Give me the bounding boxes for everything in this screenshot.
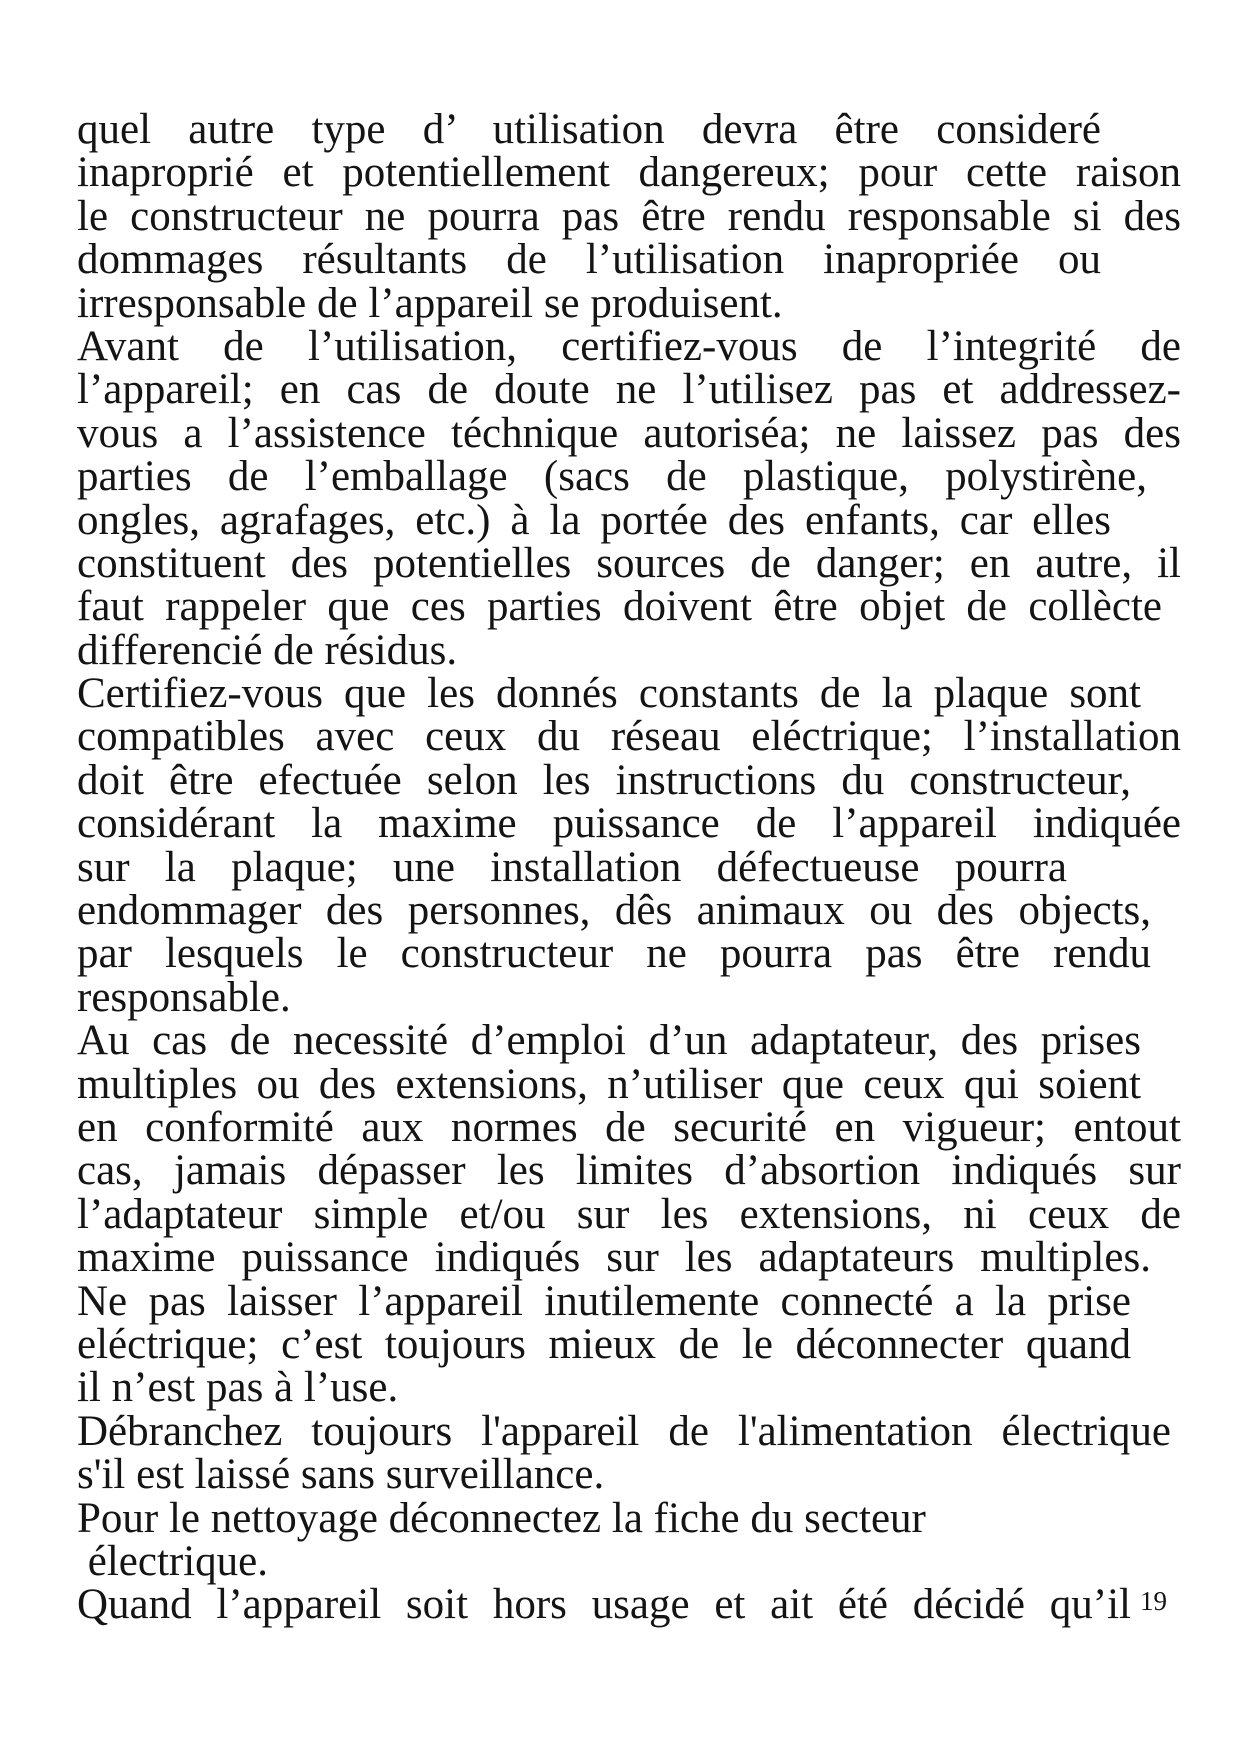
text-line: le constructeur ne pourra pas être rendu responsable si des [77, 192, 1181, 240]
text-line: responsable. [77, 973, 291, 1021]
page-number: 19 [1140, 1586, 1167, 1616]
text-line: eléctrique; c’est toujours mieux de le déconnecter quand [77, 1320, 1131, 1368]
text-line: par lesquels le constructeur ne pourra pas être rendu [77, 930, 1151, 978]
text-line: sur la plaque; une installation défectueuse pourra [77, 843, 1067, 891]
text-line: maxime puissance indiqués sur les adaptateurs multiples. [77, 1234, 1151, 1282]
text-line: endommager des personnes, dês animaux ou des objects, [77, 887, 1151, 935]
text-line: differencié de résidus. [77, 626, 458, 674]
text-line: compatibles avec ceux du réseau eléctrique; l’installation [77, 713, 1181, 761]
text-line: dommages résultants de l’utilisation inapropriée ou [77, 236, 1101, 284]
text-line: ongles, agrafages, etc.) à la portée des enfants, car elles [77, 496, 1111, 544]
text-line: faut rappeler que ces parties doivent être objet de collècte [77, 583, 1162, 631]
text-line: l’adaptateur simple et/ou sur les extensions, ni ceux de [77, 1190, 1181, 1238]
text-line: parties de l’emballage (sacs de plastique, polystirène, [77, 453, 1147, 501]
text-line: constituent des potentielles sources de danger; en autre, il [77, 539, 1181, 587]
body-text [77, 108, 1181, 1627]
text-line: Débranchez toujours l'appareil de l'alimentation électrique [77, 1407, 1171, 1455]
text-line: Avant de l’utilisation, certifiez-vous de l’integrité de [77, 322, 1181, 370]
text-line: irresponsable de l’appareil se produisent. [77, 279, 783, 327]
text-line: il n’est pas à l’use. [77, 1364, 399, 1412]
text-line: Au cas de necessité d’emploi d’un adaptateur, des prises [77, 1017, 1141, 1065]
text-line: quel autre type d’ utilisation devra être consideré [77, 106, 1101, 153]
text-line: électrique. [77, 1537, 269, 1585]
text-line: doit être efectuée selon les instructions du constructeur, [77, 756, 1131, 804]
text-line: inaproprié et potentiellement dangereux; pour cette raison [77, 149, 1181, 197]
text-line: en conformité aux normes de securité en vigueur; entout [77, 1103, 1181, 1151]
text-line: s'il est laissé sans surveillance. [77, 1451, 605, 1499]
text-line: considérant la maxime puissance de l’appareil indiquée [77, 800, 1181, 848]
text-line: vous a l’assistence téchnique autoriséa; ne laissez pas des [77, 409, 1181, 457]
text-line: Certifiez-vous que les donnés constants de la plaque sont [77, 670, 1141, 718]
text-line: Ne pas laisser l’appareil inutilemente connecté a la prise [77, 1277, 1131, 1325]
text-line: multiples ou des extensions, n’utiliser que ceux qui soient [77, 1060, 1141, 1108]
text-line: Pour le nettoyage déconnectez la fiche du secteur [77, 1494, 926, 1542]
text-line: cas, jamais dépasser les limites d’absortion indiqués sur [77, 1147, 1181, 1195]
text-line: Quand l’appareil soit hors usage et ait été décidé qu’il [77, 1581, 1131, 1629]
text-line: l’appareil; en cas de doute ne l’utilisez pas et addressez- [77, 366, 1181, 414]
